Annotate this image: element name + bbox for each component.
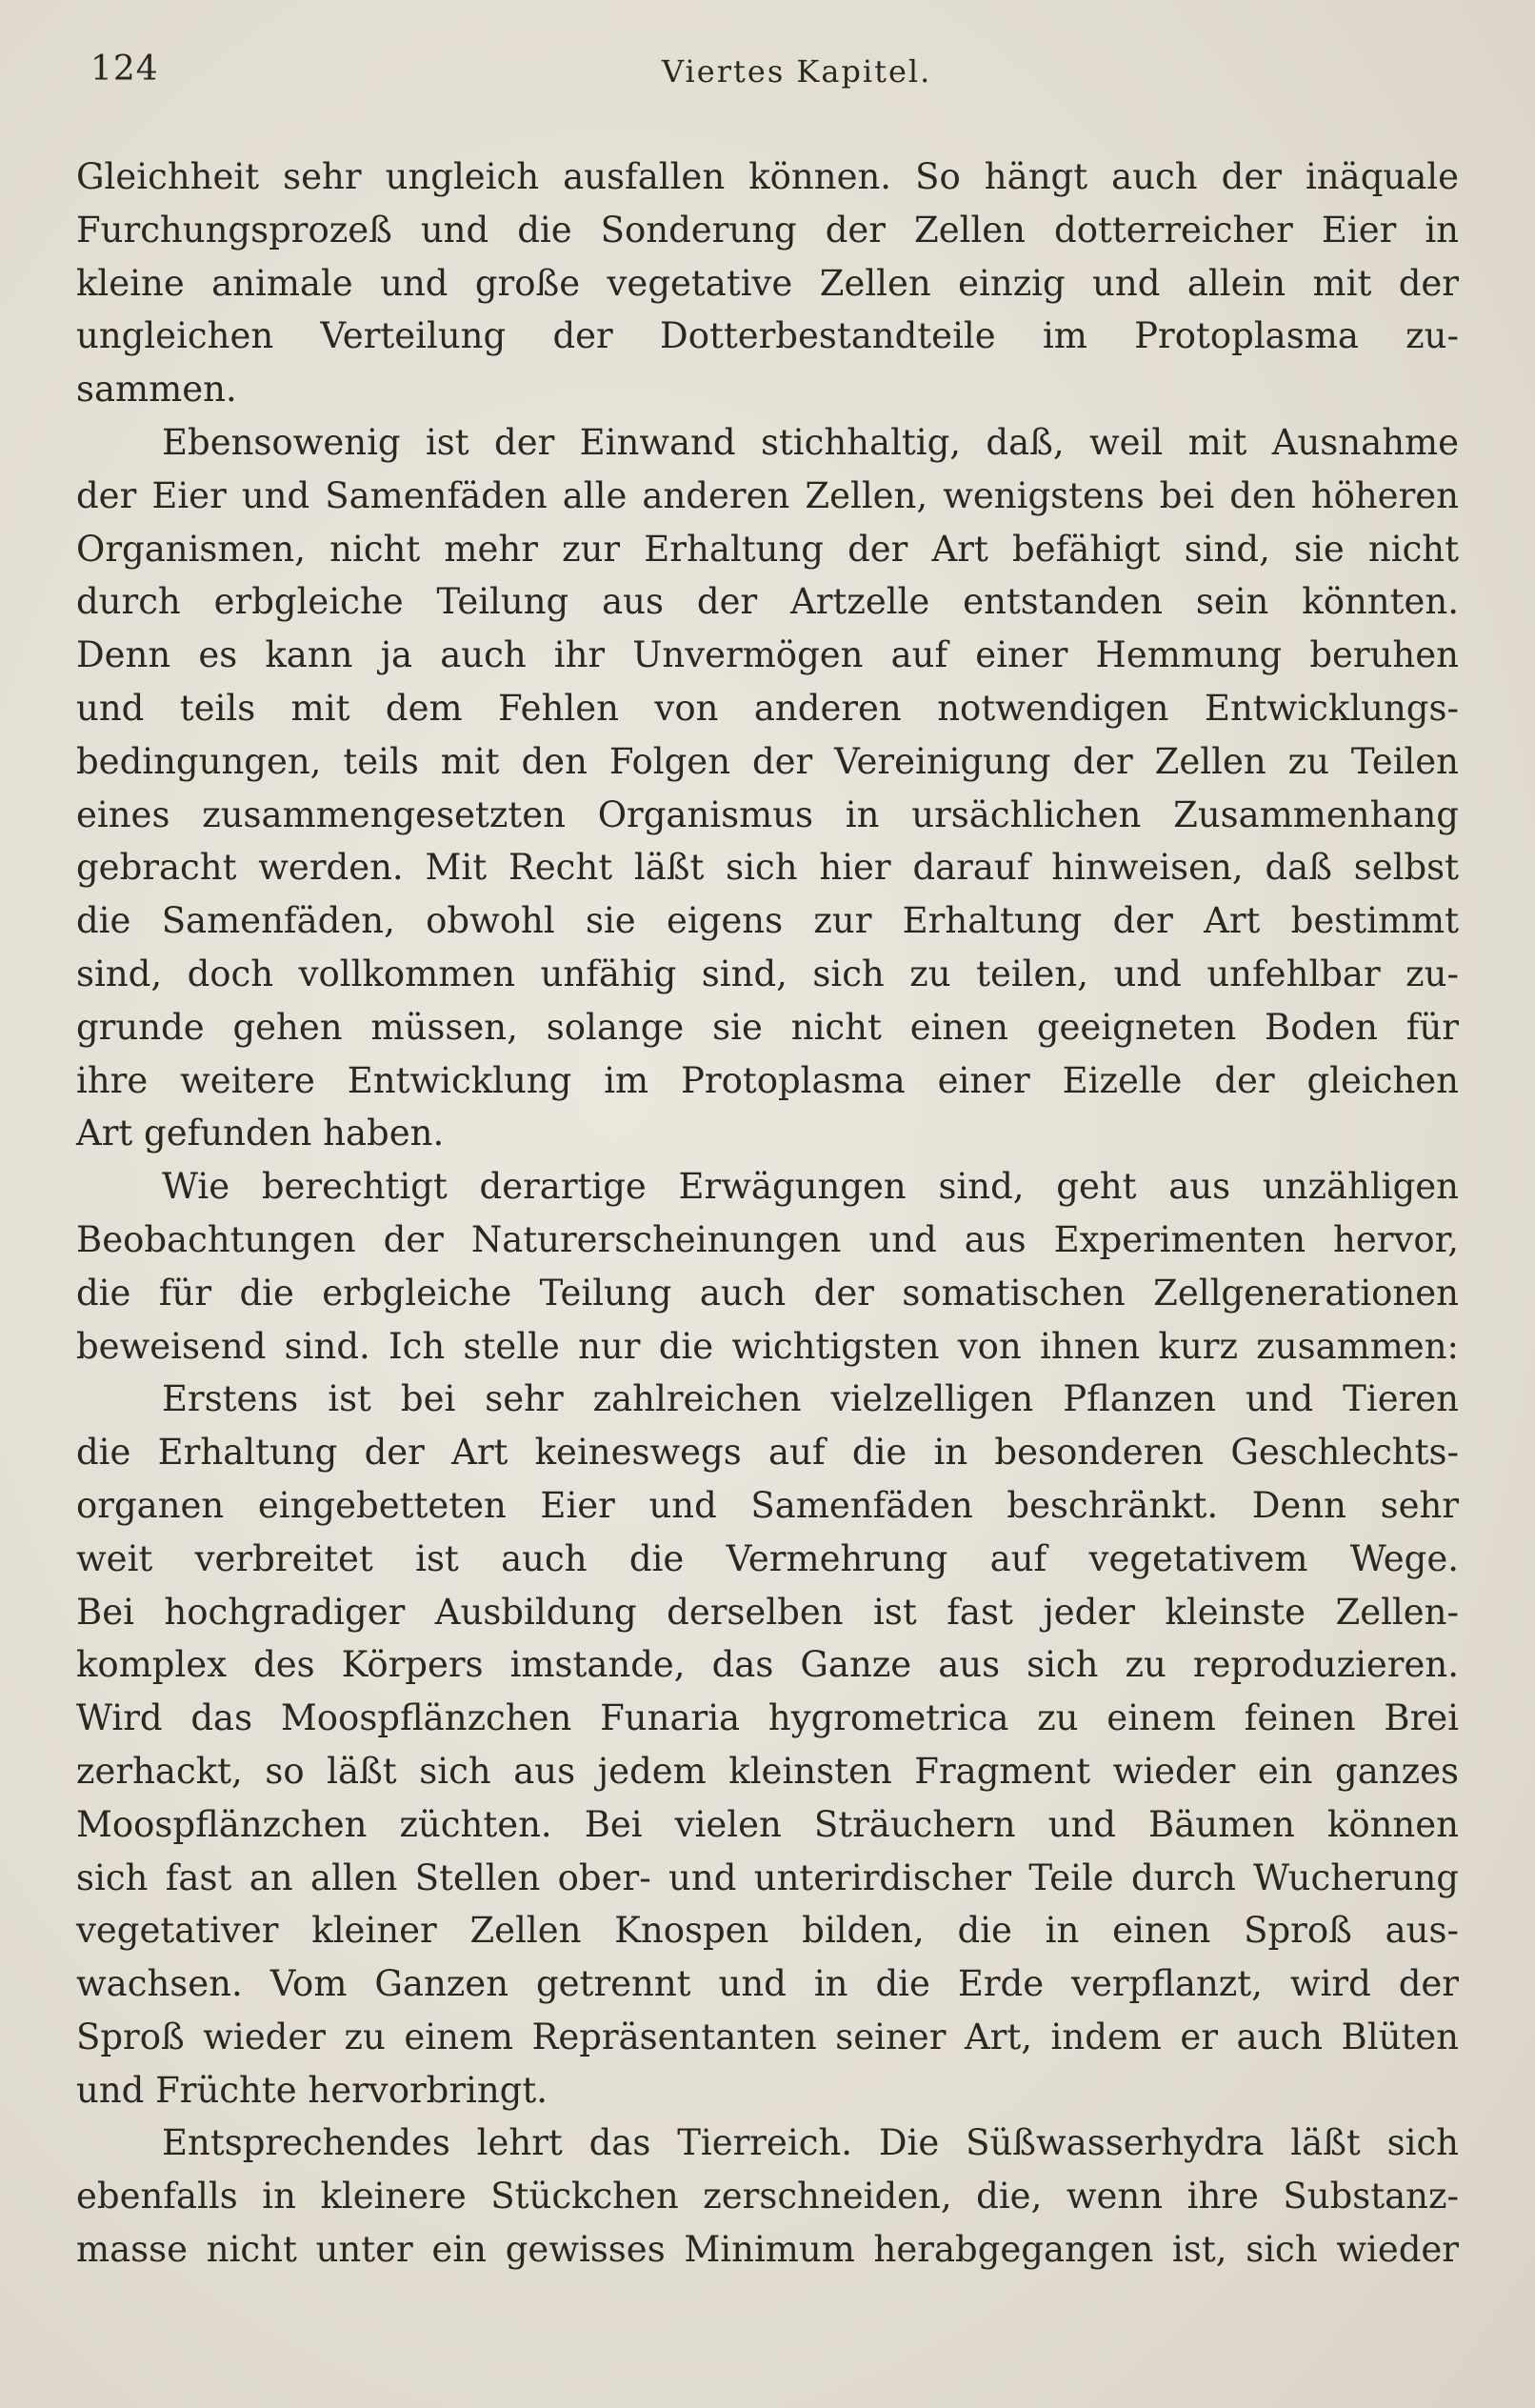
text-line: kleine animale und große vegetative Zellen einzig und allein mit der — [76, 262, 1459, 304]
text-line: ungleichen Verteilung der Dotterbestandteile im Protoplasma zu- — [76, 315, 1459, 357]
text-line: Erstens ist bei sehr zahlreichen vielzelligen Pflanzen und Tieren — [162, 1378, 1459, 1420]
text-line: vegetativer kleiner Zellen Knospen bilden, die in einen Sproß aus- — [76, 1910, 1459, 1952]
text-line: wachsen. Vom Ganzen getrennt und in die Erde verpflanzt, wird der — [76, 1963, 1459, 2005]
text-line: Sproß wieder zu einem Repräsentanten seiner Art, indem er auch Blüten — [76, 2016, 1459, 2057]
text-line: Moospflänzchen züchten. Bei vielen Sträuchern und Bäumen können — [76, 1803, 1459, 1845]
text-line: gebracht werden. Mit Recht läßt sich hier darauf hinweisen, daß selbst — [76, 847, 1459, 889]
body-text — [76, 150, 1459, 2277]
text-line: Organismen, nicht mehr zur Erhaltung der Art befähigt sind, sie nicht — [76, 528, 1459, 570]
text-line: Wird das Moospflänzchen Funaria hygrometrica zu einem feinen Brei — [76, 1697, 1459, 1739]
text-line: Entsprechendes lehrt das Tierreich. Die Süßwasserhydra läßt sich — [162, 2122, 1459, 2164]
running-head: Viertes Kapitel. — [662, 53, 932, 90]
text-line: und Früchte hervorbringt. — [76, 2069, 548, 2111]
text-line: ihre weitere Entwicklung im Protoplasma einer Eizelle der gleichen — [76, 1059, 1459, 1101]
text-line: sich fast an allen Stellen ober- und unterirdischer Teile durch Wucherung — [76, 1856, 1459, 1898]
text-line: bedingungen, teils mit den Folgen der Vereinigung der Zellen zu Teilen — [76, 740, 1459, 782]
text-line: der Eier und Samenfäden alle anderen Zellen, wenigstens bei den höheren — [76, 474, 1459, 516]
text-line: Denn es kann ja auch ihr Unvermögen auf einer Hemmung beruhen — [76, 634, 1459, 676]
text-line: die für die erbgleiche Teilung auch der somatischen Zellgenerationen — [76, 1272, 1459, 1314]
text-line: Bei hochgradiger Ausbildung derselben ist fast jeder kleinste Zellen- — [76, 1591, 1459, 1633]
text-line: durch erbgleiche Teilung aus der Artzelle entstanden sein könnten. — [76, 581, 1459, 623]
text-line: Wie berechtigt derartige Erwägungen sind, geht aus unzähligen — [162, 1166, 1459, 1208]
text-line: zerhackt, so läßt sich aus jedem kleinsten Fragment wieder ein ganzes — [76, 1750, 1459, 1792]
page-number: 124 — [90, 50, 159, 89]
text-line: sind, doch vollkommen unfähig sind, sich zu teilen, und unfehlbar zu- — [76, 953, 1459, 994]
page-header — [90, 50, 1462, 107]
text-line: masse nicht unter ein gewisses Minimum herabgegangen ist, sich wieder — [76, 2229, 1459, 2271]
text-line: Ebensowenig ist der Einwand stichhaltig, daß, weil mit Ausnahme — [162, 421, 1459, 463]
text-line: und teils mit dem Fehlen von anderen notwendigen Entwicklungs- — [76, 687, 1459, 729]
text-line: Gleichheit sehr ungleich ausfallen können. So hängt auch der inäquale — [76, 156, 1459, 197]
text-line: weit verbreitet ist auch die Vermehrung auf vegetativem Wege. — [76, 1537, 1459, 1579]
text-line: komplex des Körpers imstande, das Ganze aus sich zu reproduzieren. — [76, 1644, 1459, 1686]
text-line: beweisend sind. Ich stelle nur die wichtigsten von ihnen kurz zusammen: — [76, 1325, 1459, 1367]
text-line: sammen. — [76, 369, 237, 411]
text-line: Art gefunden haben. — [76, 1113, 445, 1154]
text-line: die Erhaltung der Art keineswegs auf die in besonderen Geschlechts- — [76, 1432, 1459, 1474]
text-line: eines zusammengesetzten Organismus in ursächlichen Zusammenhang — [76, 793, 1459, 835]
text-line: Furchungsprozeß und die Sonderung der Zellen dotterreicher Eier in — [76, 209, 1459, 251]
text-line: organen eingebetteten Eier und Samenfäden beschränkt. Denn sehr — [76, 1484, 1459, 1526]
text-line: ebenfalls in kleinere Stückchen zerschneiden, die, wenn ihre Substanz- — [76, 2176, 1459, 2217]
text-line: grunde gehen müssen, solange sie nicht einen geeigneten Boden für — [76, 1006, 1459, 1048]
text-line: Beobachtungen der Naturerscheinungen und aus Experimenten hervor, — [76, 1218, 1459, 1260]
text-line: die Samenfäden, obwohl sie eigens zur Erhaltung der Art bestimmt — [76, 900, 1459, 942]
